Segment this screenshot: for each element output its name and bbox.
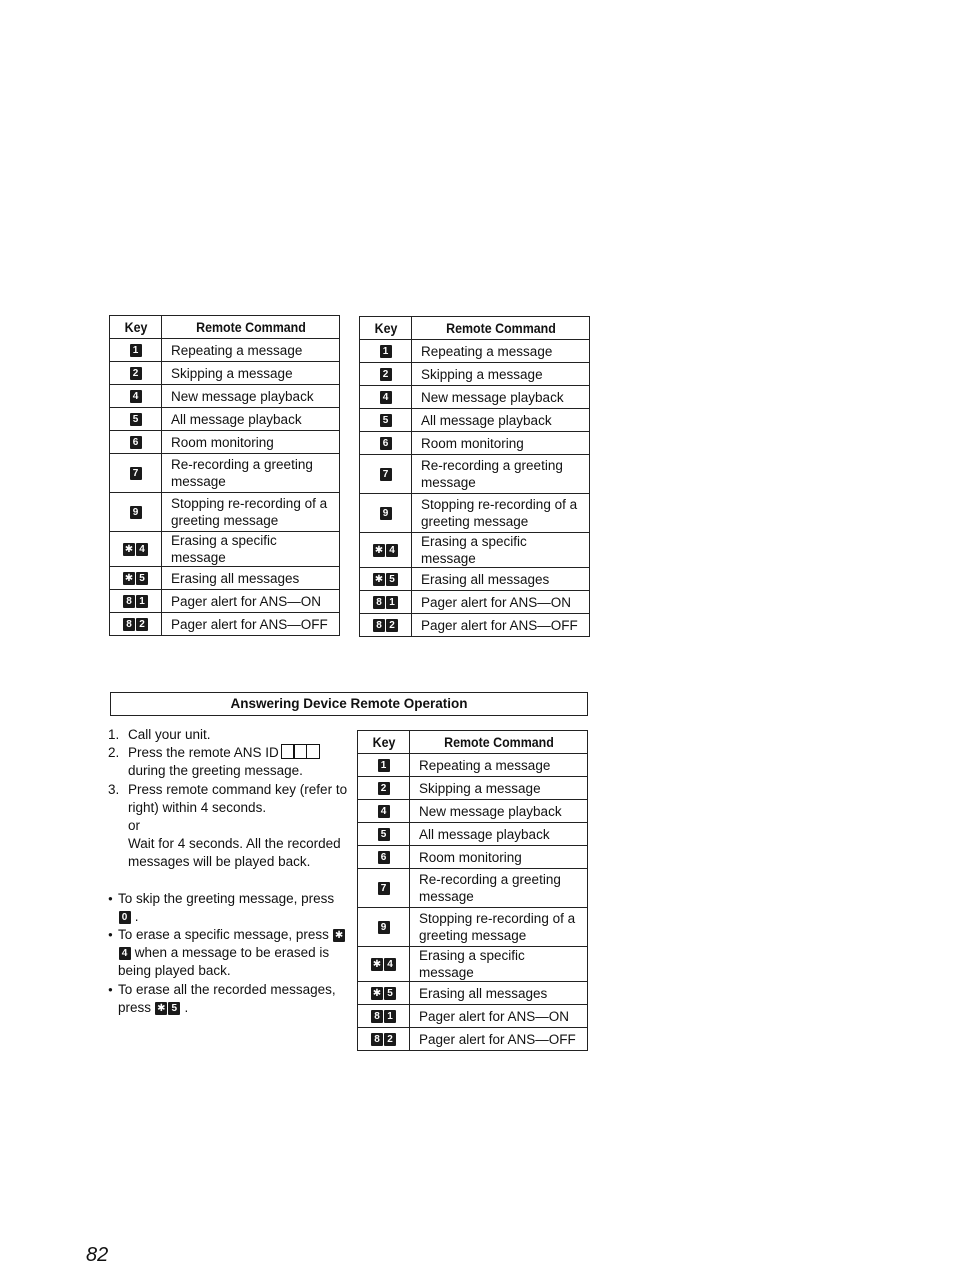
key-star-icon: ✱: [124, 573, 134, 585]
key-5-icon: 5: [380, 414, 392, 427]
command-cell: Room monitoring: [162, 431, 340, 454]
bullet-icon: ●: [108, 930, 113, 940]
table-row: [358, 846, 588, 869]
command-cell: Erasing all messages: [410, 982, 588, 1005]
command-cell: Repeating a message: [412, 340, 590, 363]
step-number: 3.: [108, 781, 120, 797]
column-header-key: Key: [362, 317, 410, 340]
key-4-icon: 4: [119, 947, 131, 960]
column-header-command: Remote Command: [417, 731, 581, 754]
table-row: [110, 431, 340, 454]
key-cell: [358, 800, 410, 823]
table-row: [358, 754, 588, 777]
command-cell: All message playback: [410, 823, 588, 846]
remote-command-table-bottom: [357, 730, 588, 1051]
table-row: [360, 614, 590, 637]
key-4-icon: 4: [130, 390, 142, 403]
command-cell: All message playback: [412, 409, 590, 432]
note-text-after: .: [134, 908, 139, 924]
notes-list: [108, 890, 348, 1017]
command-cell: Pager alert for ANS—ON: [162, 590, 340, 613]
key-cell: [358, 777, 410, 800]
step-text-after: during the greeting message.: [128, 763, 303, 779]
key-2-icon: 2: [136, 618, 148, 631]
key-star-icon: ✱: [157, 1002, 166, 1014]
step-text: Call your unit.: [128, 727, 211, 742]
key-cell: [358, 823, 410, 846]
key-8-icon: 8: [123, 595, 135, 608]
key-cell: [358, 1005, 410, 1028]
column-header-command: Remote Command: [169, 316, 333, 339]
key-cell: [110, 532, 162, 567]
command-cell: Repeating a message: [162, 339, 340, 362]
key-6-icon: 6: [378, 851, 390, 864]
note-item: [108, 926, 348, 981]
key-cell: [110, 493, 162, 532]
column-header-command: Remote Command: [419, 317, 583, 340]
command-cell: Pager alert for ANS—OFF: [410, 1028, 588, 1051]
table-row: [358, 1028, 588, 1051]
key-cell: [360, 432, 412, 455]
table-row: [110, 590, 340, 613]
table-row: [358, 777, 588, 800]
command-cell: Skipping a message: [162, 362, 340, 385]
key-2-icon: 2: [378, 782, 390, 795]
key-2-icon: 2: [130, 367, 142, 380]
key-cell: [360, 340, 412, 363]
note-item: [108, 981, 348, 1017]
key-star-icon: ✱: [334, 929, 344, 941]
key-cell: [110, 385, 162, 408]
key-cell: [110, 590, 162, 613]
key-1-icon: 1: [378, 759, 390, 772]
key-star-icon: ✱: [372, 959, 382, 971]
table-row: [360, 494, 590, 533]
key-cell: [360, 455, 412, 494]
command-cell: Pager alert for ANS—ON: [412, 591, 590, 614]
key-cell: [358, 947, 410, 982]
table-header: [360, 317, 590, 340]
step-number: 2.: [108, 745, 120, 761]
step-number: 1.: [108, 727, 120, 742]
key-cell: [360, 568, 412, 591]
command-cell: Repeating a message: [410, 754, 588, 777]
table-row: [358, 908, 588, 947]
key-star-icon: ✱: [124, 544, 134, 556]
key-cell: [360, 363, 412, 386]
command-cell: Pager alert for ANS—OFF: [412, 614, 590, 637]
key-7-icon: 7: [130, 467, 142, 480]
table-row: [360, 363, 590, 386]
key-5-icon: 5: [130, 413, 142, 426]
key-cell: [110, 567, 162, 590]
key-8-icon: 8: [371, 1033, 383, 1046]
table-header: [358, 731, 588, 754]
key-7-icon: 7: [380, 468, 392, 481]
key-cell: [360, 409, 412, 432]
table-row: [358, 823, 588, 846]
key-cell: [360, 386, 412, 409]
table-row: [110, 385, 340, 408]
key-cell: [358, 1028, 410, 1051]
step-text-after: Wait for 4 seconds. All the recorded messages will be played back.: [128, 836, 341, 870]
key-cell: [360, 494, 412, 533]
key-5-icon: 5: [378, 828, 390, 841]
table-row: [358, 947, 588, 982]
table-row: [360, 533, 590, 568]
key-cell: [358, 982, 410, 1005]
command-cell: Stopping re-recording of a greeting message: [412, 494, 590, 533]
step-text: Press remote command key (refer to right) within 4 seconds.: [128, 781, 348, 815]
key-4-icon: 4: [380, 391, 392, 404]
table-row: [360, 591, 590, 614]
key-cell: [360, 533, 412, 568]
command-cell: Erasing a specific message: [412, 533, 590, 568]
key-1-icon: 1: [380, 345, 392, 358]
key-5-icon: 5: [386, 573, 398, 586]
key-4-icon: 4: [136, 543, 148, 556]
command-cell: Room monitoring: [410, 846, 588, 869]
step-or: or: [128, 818, 141, 834]
key-5-icon: 5: [168, 1002, 180, 1015]
command-cell: Pager alert for ANS—ON: [410, 1005, 588, 1028]
key-star-icon: ✱: [372, 988, 382, 1000]
command-cell: Re-recording a greeting message: [162, 454, 340, 493]
table-row: [110, 408, 340, 431]
command-cell: Stopping re-recording of a greeting message: [410, 908, 588, 947]
step-2: [108, 744, 348, 780]
instructions: [108, 726, 348, 1017]
table-row: [360, 409, 590, 432]
note-text-after: when a message to be erased is being played back.: [118, 945, 330, 979]
key-cell: [360, 591, 412, 614]
key-8-icon: 8: [373, 596, 385, 609]
table-row: [110, 339, 340, 362]
table-row: [110, 532, 340, 567]
column-header-key: Key: [360, 731, 408, 754]
ans-id-boxes-icon: [282, 744, 320, 759]
page-number: 82: [86, 1244, 109, 1266]
command-cell: Skipping a message: [412, 363, 590, 386]
key-4-icon: 4: [378, 805, 390, 818]
key-cell: [110, 613, 162, 636]
key-cell: [358, 754, 410, 777]
key-6-icon: 6: [130, 436, 142, 449]
key-cell: [110, 408, 162, 431]
command-cell: New message playback: [162, 385, 340, 408]
table-row: [360, 432, 590, 455]
table-row: [360, 568, 590, 591]
key-8-icon: 8: [371, 1010, 383, 1023]
key-cell: [110, 362, 162, 385]
key-9-icon: 9: [380, 507, 392, 520]
key-2-icon: 2: [384, 1033, 396, 1046]
step-text: Press the remote ANS ID: [128, 745, 279, 761]
command-cell: Skipping a message: [410, 777, 588, 800]
key-9-icon: 9: [130, 506, 142, 519]
table-row: [110, 454, 340, 493]
command-cell: Re-recording a greeting message: [410, 869, 588, 908]
note-text: To skip the greeting message, press: [118, 890, 335, 906]
command-cell: New message playback: [412, 386, 590, 409]
table-row: [360, 340, 590, 363]
table-row: [360, 455, 590, 494]
command-cell: Pager alert for ANS—OFF: [162, 613, 340, 636]
note-item: [108, 890, 348, 926]
command-cell: Erasing a specific message: [162, 532, 340, 567]
note-text-after: .: [184, 999, 189, 1015]
key-1-icon: 1: [386, 596, 398, 609]
key-6-icon: 6: [380, 437, 392, 450]
command-cell: Room monitoring: [412, 432, 590, 455]
note-text: To erase all the recorded messages, press: [118, 981, 336, 1015]
key-5-icon: 5: [384, 987, 396, 1000]
table-row: [358, 800, 588, 823]
key-cell: [110, 339, 162, 362]
key-2-icon: 2: [386, 619, 398, 632]
table-row: [358, 869, 588, 908]
key-star-icon: ✱: [374, 574, 384, 586]
step-1: [108, 726, 348, 744]
key-cell: [110, 431, 162, 454]
column-header-key: Key: [112, 316, 160, 339]
key-1-icon: 1: [130, 344, 142, 357]
key-7-icon: 7: [378, 882, 390, 895]
remote-command-table-top-left: [109, 315, 340, 636]
table-row: [110, 493, 340, 532]
key-1-icon: 1: [384, 1010, 396, 1023]
table-row: [360, 386, 590, 409]
remote-command-table-top-right: [359, 316, 590, 637]
note-text: To erase a specific message, press: [118, 927, 329, 943]
key-8-icon: 8: [123, 618, 135, 631]
key-2-icon: 2: [380, 368, 392, 381]
table-row: [358, 1005, 588, 1028]
key-1-icon: 1: [136, 595, 148, 608]
table-row: [110, 613, 340, 636]
key-cell: [358, 846, 410, 869]
command-cell: Erasing all messages: [412, 568, 590, 591]
key-8-icon: 8: [373, 619, 385, 632]
command-cell: All message playback: [162, 408, 340, 431]
key-9-icon: 9: [378, 921, 390, 934]
bullet-icon: ●: [108, 984, 113, 994]
key-4-icon: 4: [386, 544, 398, 557]
key-cell: [358, 869, 410, 908]
table-row: [110, 567, 340, 590]
command-cell: New message playback: [410, 800, 588, 823]
table-header: [110, 316, 340, 339]
key-0-icon: 0: [119, 911, 131, 924]
key-cell: [110, 454, 162, 493]
key-star-icon: ✱: [374, 545, 384, 557]
command-cell: Erasing all messages: [162, 567, 340, 590]
bullet-icon: ●: [108, 893, 113, 903]
key-cell: [360, 614, 412, 637]
key-5-icon: 5: [136, 572, 148, 585]
command-cell: Re-recording a greeting message: [412, 455, 590, 494]
section-title: Answering Device Remote Operation: [110, 692, 588, 716]
command-cell: Erasing a specific message: [410, 947, 588, 982]
key-4-icon: 4: [384, 958, 396, 971]
table-row: [358, 982, 588, 1005]
command-cell: Stopping re-recording of a greeting message: [162, 493, 340, 532]
table-row: [110, 362, 340, 385]
key-cell: [358, 908, 410, 947]
step-3: [108, 781, 348, 872]
